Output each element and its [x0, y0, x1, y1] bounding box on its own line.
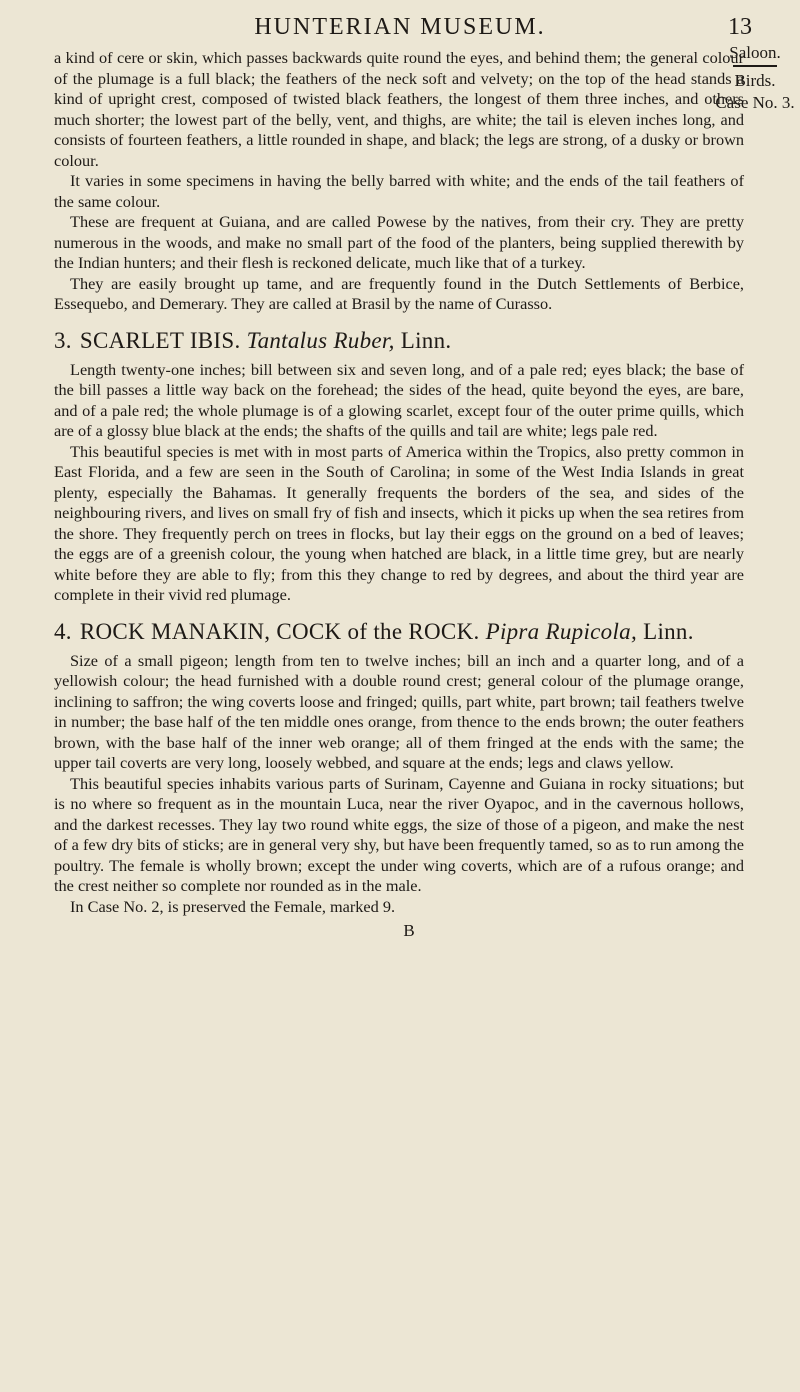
entry-authority: Linn. [643, 618, 694, 644]
entry-paragraph: Size of a small pigeon; length from ten to twelve inches; bill an inch and a quarter long, and of a yellowish colour; the head furnished with a double round crest; general colour of the plumage orange, inclining to saffron; the wing coverts loose and fringed; quills, part white, part brown; tail feathers twelve in number; the base half of the ten middle ones orange, from thence to the ends brown; the outer feathers brown, with the base half of the inner web orange; all of them fringed at the ends with the same; the upper tail coverts are very long, loosely webbed, and square at the ends; legs and claws yellow. [54, 650, 744, 772]
entry-heading-rock-manakin [54, 618, 744, 645]
entry-paragraph: This beautiful species inhabits various parts of Surinam, Cayenne and Guiana in rocky situations; but is no where so frequent as in the mountain Luca, near the river Oyapoc, and in the cavernous hollows, and the darkest recesses. They lay two round white eggs, the size of those of a pigeon, and make the nest of a few dry bits of sticks; are in general very shy, but have been frequently tamed, so as to run among the poultry. The female is wholly brown; except the under wing coverts, which are of a rufous orange; and the crest neither so complete nor rounded as in the male. [54, 773, 744, 895]
entry-heading-scarlet-ibis [54, 327, 744, 354]
running-head [0, 6, 800, 42]
intro-paragraph: These are frequent at Guiana, and are called Powese by the natives, from their cry. They are pretty numerous in the woods, and make no small part of the food of the planters, being supplied therewith by the Indian hunters; and their flesh is reckoned delicate, much like that of a turkey. [54, 212, 744, 272]
entry-scientific-name: Tantalus Ruber, [246, 327, 395, 353]
margin-note-saloon: Saloon. [729, 43, 781, 62]
running-title: HUNTERIAN MUSEUM. [254, 14, 546, 40]
page-number: 13 [728, 14, 752, 40]
entry-paragraph: This beautiful species is met with in most parts of America within the Tropics, also pretty common in East Florida, and a few are seen in the South of Carolina; in some of the West India Islands in great plenty, especially the Bahamas. It generally frequents the borders of the sea, and sides of the neighbouring rivers, and lives on small fry of fish and insects, which it picks up when the sea retires from the shore. They frequently perch on trees in flocks, but lay their eggs on the ground on a bed of leaves; the eggs are of a greenish colour, the young when hatched are black, in a little time grey, but are nearly white before they are able to fly; from this they change to red by degrees, and about the third year are complete in their vivid red plumage. [54, 441, 744, 604]
signature-mark: B [403, 921, 415, 940]
entry-authority: Linn. [400, 327, 452, 353]
entry-paragraph: Length twenty-one inches; bill between six and seven long, and of a pale red; eyes black; the base of the bill passes a little way back on the forehead; the sides of the head, quite beyond the eyes, are bare, and of a pale red; the whole plumage is of a glowing scarlet, except four of the outer prime quills, which are of a glossy blue black at the ends; the shafts of the quills and tail are white; legs pale red. [54, 359, 744, 440]
intro-paragraph: a kind of cere or skin, which passes backwards quite round the eyes, and behind them; the general colour of the plumage is a full black; the feathers of the neck soft and velvety; on the top of the head stands a kind of upright crest, composed of twisted black feathers, the longest of them three inches, and others much shorter; the lowest part of the belly, vent, and thighs, are white; the tail is eleven inches long, and consists of fourteen feathers, a little rounded in shape, and black; the legs are strong, of a dusky or brown colour. [54, 48, 744, 170]
body-text [54, 48, 744, 941]
entry-title: ROCK MANAKIN, COCK of the ROCK. [79, 618, 480, 644]
entry-number: 3. [54, 327, 72, 353]
entry-number: 4. [54, 618, 72, 644]
entry-title: SCARLET IBIS. [79, 327, 241, 353]
entry-scientific-name: Pipra Rupicola, [485, 618, 638, 644]
margin-note-case: Case No. 3. [715, 93, 795, 112]
intro-paragraph: They are easily brought up tame, and are frequently found in the Dutch Settlements of Berbice, Essequebo, and Demerary. They are called at Brasil by the name of Curasso. [54, 273, 744, 313]
entry-paragraph: In Case No. 2, is preserved the Female, marked 9. [70, 896, 396, 916]
intro-paragraph: It varies in some specimens in having the belly barred with white; and the ends of the tail feathers of the same colour. [54, 171, 744, 211]
margin-note-birds: Birds. [734, 71, 776, 90]
